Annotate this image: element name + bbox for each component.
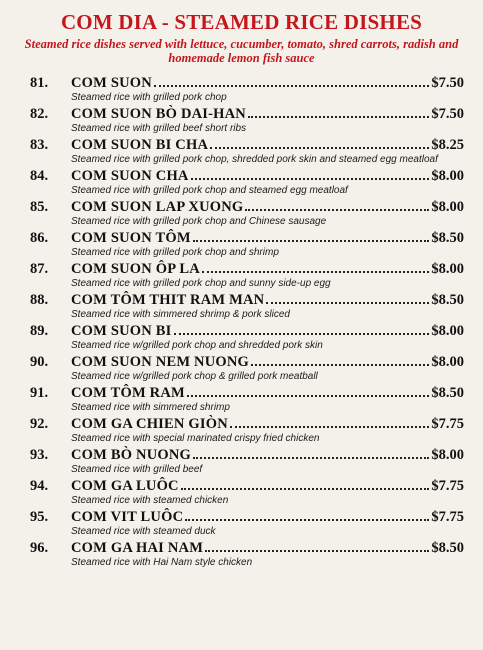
item-number: 88. (30, 292, 49, 308)
item-row (71, 478, 464, 495)
item-name: COM SUON LAP XUONG (71, 199, 244, 215)
item-row (71, 416, 464, 433)
item-price: $7.50 (431, 106, 464, 122)
menu-item (30, 230, 464, 259)
item-row (71, 106, 464, 123)
dot-leader (248, 116, 429, 118)
item-price: $8.50 (431, 230, 464, 246)
item-description: Steamed rice with simmered shrimp (71, 402, 230, 413)
item-description: Steamed rice with Hai Nam style chicken (71, 557, 253, 568)
item-name: COM SUON BI CHA (71, 137, 209, 153)
item-row (71, 261, 464, 278)
menu-subtitle: Steamed rice dishes served with lettuce, cucumber, tomato, shred carrots, radish and homemade lemon fish sauce (24, 37, 459, 65)
item-description: Steamed rice with grilled pork chop and steamed egg meatloaf (71, 185, 348, 196)
dot-leader (210, 147, 429, 149)
dot-leader (230, 426, 430, 428)
item-row (71, 509, 464, 526)
item-number: 81. (30, 75, 49, 91)
dot-leader (181, 488, 430, 490)
item-name: COM GA LUÔC (71, 478, 179, 494)
item-number: 84. (30, 168, 49, 184)
item-number: 95. (30, 509, 49, 525)
item-price: $8.00 (431, 261, 464, 277)
menu-item (30, 540, 464, 569)
item-number: 87. (30, 261, 49, 277)
item-number: 93. (30, 447, 49, 463)
item-description: Steamed rice with special marinated crispy fried chicken (71, 433, 320, 444)
dot-leader (193, 457, 429, 459)
item-price: $7.75 (431, 478, 464, 494)
item-price: $8.50 (431, 540, 464, 556)
item-name: COM VIT LUÔC (71, 509, 184, 525)
menu-item (30, 261, 464, 290)
item-name: COM GA HAI NAM (71, 540, 204, 556)
menu-item (30, 416, 464, 445)
item-number: 94. (30, 478, 49, 494)
item-number: 85. (30, 199, 49, 215)
item-name: COM TÔM RAM (71, 385, 185, 401)
item-row (71, 199, 464, 216)
dot-leader (187, 395, 429, 397)
item-number: 90. (30, 354, 49, 370)
item-price: $8.00 (431, 323, 464, 339)
dot-leader (154, 85, 429, 87)
item-price: $8.50 (431, 385, 464, 401)
menu-item (30, 509, 464, 538)
item-description: Steamed rice with grilled pork chop (71, 92, 227, 103)
dot-leader (266, 302, 429, 304)
item-description: Steamed rice with grilled beef short ribs (71, 123, 247, 134)
item-name: COM SUON NEM NUONG (71, 354, 249, 370)
dot-leader (174, 333, 430, 335)
item-price: $8.50 (431, 292, 464, 308)
item-number: 91. (30, 385, 49, 401)
menu-item (30, 137, 464, 166)
menu-item (30, 447, 464, 476)
dot-leader (193, 240, 430, 242)
dot-leader (245, 209, 429, 211)
item-price: $8.00 (431, 199, 464, 215)
menu-item (30, 385, 464, 414)
item-name: COM SUON ÔP LA (71, 261, 200, 277)
item-row (71, 137, 464, 154)
item-row (71, 323, 464, 340)
item-row (71, 540, 464, 557)
item-number: 86. (30, 230, 49, 246)
menu-item (30, 354, 464, 383)
item-name: COM SUON (71, 75, 152, 91)
item-row (71, 354, 464, 371)
item-row (71, 75, 464, 92)
dot-leader (191, 178, 430, 180)
item-description: Steamed rice with grilled beef (71, 464, 203, 475)
item-description: Steamed rice with grilled pork chop, shredded pork skin and steamed egg meatloaf (71, 154, 438, 165)
item-name: COM SUON BI (71, 323, 172, 339)
menu-item (30, 75, 464, 104)
item-name: COM SUON CHA (71, 168, 189, 184)
item-name: COM TÔM THIT RAM MAN (71, 292, 265, 308)
menu-title: COM DIA - STEAMED RICE DISHES (60, 10, 423, 34)
dot-leader (205, 550, 429, 552)
item-price: $8.00 (431, 168, 464, 184)
item-price: $8.00 (431, 354, 464, 370)
item-description: Steamed rice with grilled pork chop and sunny side-up egg (71, 278, 331, 289)
item-description: Steamed rice with grilled pork chop and shrimp (71, 247, 279, 258)
item-price: $7.75 (431, 509, 464, 525)
item-row (71, 168, 464, 185)
menu-item-list (0, 75, 483, 569)
item-number: 82. (30, 106, 49, 122)
item-row (71, 447, 464, 464)
item-description: Steamed rice w/grilled pork chop and shredded pork skin (71, 340, 323, 351)
item-name: COM GA CHIEN GIÒN (71, 416, 228, 432)
menu-item (30, 199, 464, 228)
item-price: $7.50 (431, 75, 464, 91)
item-number: 89. (30, 323, 49, 339)
item-name: COM SUON BÒ DAI-HAN (71, 106, 246, 122)
item-name: COM BÒ NUONG (71, 447, 192, 463)
item-number: 92. (30, 416, 49, 432)
item-description: Steamed rice with steamed duck (71, 526, 216, 537)
item-description: Steamed rice with simmered shrimp & pork sliced (71, 309, 290, 320)
item-description: Steamed rice w/grilled pork chop & grilled pork meatball (71, 371, 318, 382)
menu-item (30, 292, 464, 321)
menu-item (30, 323, 464, 352)
item-row (71, 230, 464, 247)
menu-item (30, 478, 464, 507)
item-number: 96. (30, 540, 49, 556)
item-row (71, 385, 464, 402)
menu-item (30, 168, 464, 197)
menu-item (30, 106, 464, 135)
dot-leader (185, 519, 429, 521)
item-description: Steamed rice with grilled pork chop and Chinese sausage (71, 216, 327, 227)
item-row (71, 292, 464, 309)
dot-leader (251, 364, 429, 366)
item-number: 83. (30, 137, 49, 153)
item-description: Steamed rice with steamed chicken (71, 495, 229, 506)
item-price: $7.75 (431, 416, 464, 432)
item-name: COM SUON TÔM (71, 230, 191, 246)
item-price: $8.00 (431, 447, 464, 463)
dot-leader (202, 271, 430, 273)
item-price: $8.25 (431, 137, 464, 153)
